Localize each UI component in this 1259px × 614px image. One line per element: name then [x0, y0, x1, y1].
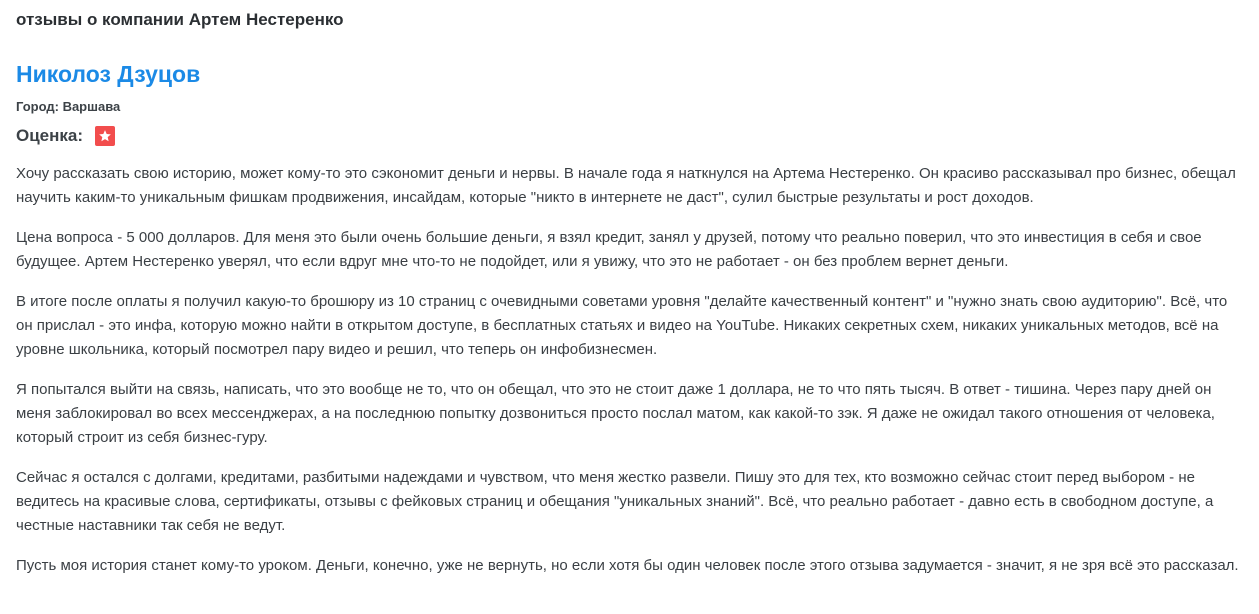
- review-paragraph: Цена вопроса - 5 000 долларов. Для меня это были очень большие деньги, я взял кредит, занял у друзей, потому что реально поверил, что это инвестиция в себя и свое будущее. Артем Нестеренко уверял, что если вдруг мне что-то не подойдет, или я увижу, что это не работает - он без проблем вернет деньги.: [16, 229, 1202, 270]
- review-paragraph: Сейчас я остался с долгами, кредитами, разбитыми надеждами и чувством, что меня жестко развели. Пишу это для тех, кто возможно сейчас стоит перед выбором - не ведитесь на красивые слова, сертификаты, отзывы с фейковых страниц и обещания "уникальных знаний". Всё, что реально работает - давно есть в свободном доступе, а честные наставники так себя не ведут.: [16, 469, 1214, 534]
- review-paragraph: Пусть моя история станет кому-то уроком. Деньги, конечно, уже не вернуть, но если хотя бы один человек после этого отзыва задумается - значит, я не зря всё это рассказал.: [16, 557, 1239, 574]
- review-paragraph: В итоге после оплаты я получил какую-то брошюру из 10 страниц с очевидными советами уровня "делайте качественный контент" и "нужно знать свою аудиторию". Всё, что он прислал - это инфа, которую можно найти в открытом доступе, в бесплатных статьях и видео на YouTube. Никаких секретных схем, никаких уникальных методов, всё на уровне школьника, который посмотрел пару видео и решил, что теперь он инфобизнесмен.: [16, 293, 1228, 358]
- review-paragraph: Я попытался выйти на связь, написать, что это вообще не то, что он обещал, что это не стоит даже 1 доллара, не то что пять тысяч. В ответ - тишина. Через пару дней он меня заблокировал во всех мессенджерах, а на последнюю попытку дозвониться просто послал матом, как какой-то зэк. Я даже не ожидал такого отношения от человека, который строит из себя бизнес-гуру.: [16, 381, 1215, 446]
- page-heading: отзывы о компании Артем Нестеренко: [16, 10, 344, 29]
- review-card: [16, 60, 1243, 578]
- review-author-name[interactable]: Николоз Дзуцов: [16, 61, 201, 87]
- review-city: Город: Варшава: [16, 99, 121, 114]
- review-body: [16, 162, 1243, 578]
- star-icon: [95, 126, 115, 146]
- rating-label: Оценка:: [16, 126, 84, 145]
- review-rating: [16, 124, 1243, 148]
- review-paragraph: Хочу рассказать свою историю, может кому-то это сэкономит деньги и нервы. В начале года я наткнулся на Артема Нестеренко. Он красиво рассказывал про бизнес, обещал научить каким-то уникальным фишкам продвижения, инсайдам, которые "никто в интернете не даст", сулил быстрые результаты и рост доходов.: [16, 165, 1236, 206]
